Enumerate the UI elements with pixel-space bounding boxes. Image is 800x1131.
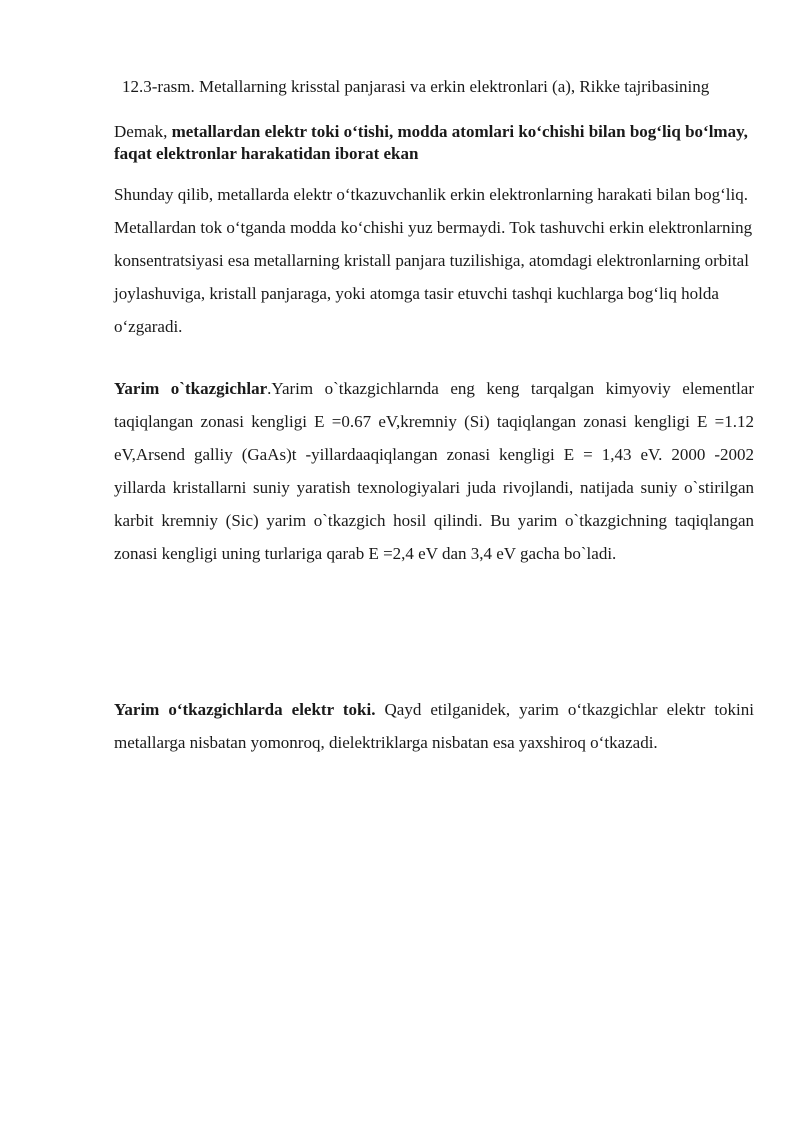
section-heading-semiconductor-current: Yarim o‘tkazgichlarda elektr toki. bbox=[114, 700, 376, 719]
lead-bold-text: metallardan elektr toki o‘tishi, modda atomlari ko‘chishi bilan bog‘liq bo‘lmay, faqat elektronlar harakatidan iborat ekan bbox=[114, 122, 748, 163]
paragraph-semiconductors-text: .Yarim o`tkazgichlarnda eng keng tarqalgan kimyoviy elementlar taqiqlangan zonasi kengligi E =0.67 eV,kremniy (Si) taqiqlangan zonasi kengligi E =1.12 eV,Arsend galliy (GaAs)t -yillardaaqiqlangan zonasi kengligi E = 1,43 eV. 2000 -2002 yillarda kristallarni suniy yaratish texnologiyalari juda rivojlandi, natijada suniy o`stirilgan karbit kremniy (Sic) yarim o`tkazgich hosil qilindi. Bu yarim o`tkazgichning taqiqlangan zonasi kengligi uning turlariga qarab E =2,4 eV dan 3,4 eV gacha bo`ladi. bbox=[114, 379, 755, 563]
paragraph-metal-conductivity: Shunday qilib, metallarda elektr o‘tkazuvchanlik erkin elektronlarning harakati bilan bog‘liq. Metallardan tok o‘tganda modda ko‘chishi yuz bermaydi. Tok tashuvchi erkin elektronlarning konsentratsiyasi esa metallarning kristall panjara tuzilishiga, atomdagi elektronlarning orbital joylashuviga, kristall panjaraga, yoki atomga tasir etuvchi tashqi kuchlarga bog‘liq holda o‘zgaradi. bbox=[114, 185, 753, 336]
paragraph-semiconductors bbox=[114, 372, 754, 570]
paragraph-semiconductor-current bbox=[114, 693, 754, 759]
paragraph-semiconductor-current-text: Qayd etilganidek, yarim o‘tkazgichlar elektr tokini metallarga nisbatan yomonroq, dielektriklarga nisbatan esa yaxshiroq o‘tkazadi. bbox=[114, 700, 754, 752]
lead-prefix: Demak, bbox=[114, 122, 172, 141]
lead-paragraph bbox=[114, 121, 754, 165]
section-heading-semiconductors: Yarim o`tkazgichlar bbox=[114, 379, 268, 398]
figure-caption: 12.3-rasm. Metallarning krisstal panjarasi va erkin elektronlari (a), Rikke tajribasining bbox=[122, 77, 710, 96]
